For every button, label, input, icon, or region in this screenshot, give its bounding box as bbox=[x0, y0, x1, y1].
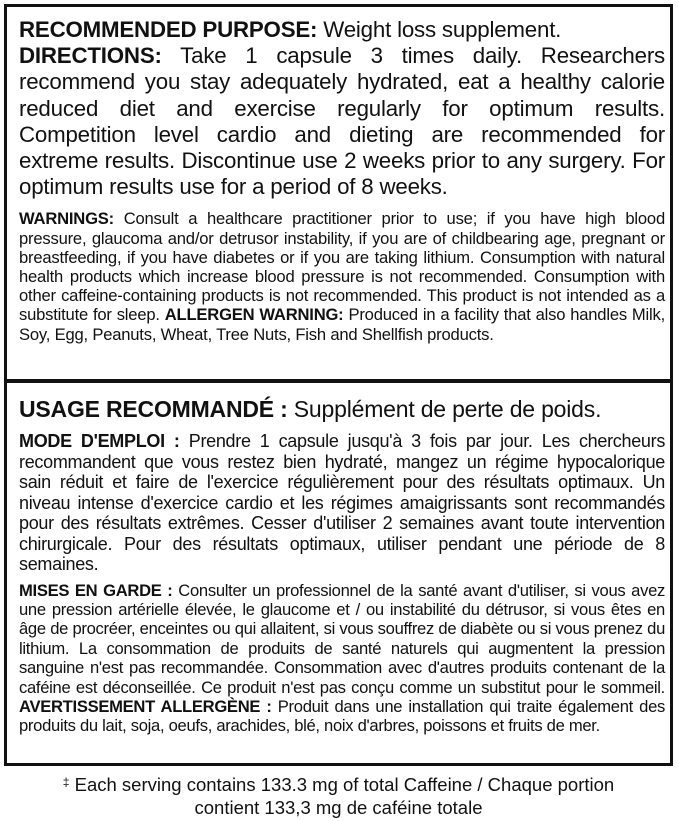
caffeine-footnote bbox=[4, 771, 673, 819]
allergene-text: Produit dans une installation qui traite également des produits du lait, soja, oeufs, arachides, blé, noix d'arbres, poissons et fruits de mer. bbox=[19, 696, 665, 736]
footnote-line-1 bbox=[4, 771, 673, 796]
recommended-purpose bbox=[19, 17, 665, 43]
footnote-line1-text: Each serving contains 133.3 mg of total Caffeine / Chaque portion bbox=[74, 774, 615, 795]
mises-heading: MISES EN GARDE : bbox=[19, 580, 173, 600]
english-section bbox=[19, 17, 665, 344]
footnote-symbol: ‡ bbox=[62, 775, 70, 789]
usage-recommande bbox=[19, 395, 665, 423]
french-section bbox=[19, 395, 665, 736]
usage-heading: USAGE RECOMMANDÉ : bbox=[19, 396, 288, 422]
purpose-heading: RECOMMENDED PURPOSE: bbox=[19, 17, 318, 42]
directions bbox=[19, 43, 665, 200]
supplement-label-panel bbox=[4, 4, 673, 766]
mises-text: Consulter un professionnel de la santé avant d'utiliser, si vous avez une pression artérielle élevée, le glaucome et / ou instabilité du détrusor, si vous êtes en âge de procréer, enceintes ou qui allaitent, si vous souffrez de diabète ou si vous prenez du lithium. La consommation de produits de santé naturels qui augmentent la pression sanguine n'est pas recommandée. Consommation avec d'autres produits contenant de la caféine est déconseillée. Ce produit n'est pas conçu comme un substitut pour le sommeil. bbox=[19, 580, 666, 697]
mises-en-garde bbox=[19, 581, 665, 736]
allergen-text: Produced in a facility that also handles Milk, Soy, Egg, Peanuts, Wheat, Tree Nuts, Fish and Shellfish products. bbox=[19, 305, 666, 344]
usage-text: Supplément de perte de poids. bbox=[293, 396, 602, 422]
mode-heading: MODE D'EMPLOI : bbox=[19, 431, 180, 451]
footnote-line-2: contient 133,3 mg de caféine totale bbox=[194, 797, 483, 818]
allergen-heading: ALLERGEN WARNING: bbox=[164, 305, 344, 325]
mode-d-emploi bbox=[19, 431, 665, 575]
directions-text: Take 1 capsule 3 times daily. Researchers recommend you stay adequately hydrated, eat a healthy calorie reduced diet and exercise regularly for optimum results. Competition level cardio and dieting are recommended for extreme results. Discontinue use 2 weeks prior to any surgery. For optimum results use for a period of 8 weeks. bbox=[19, 43, 665, 200]
allergene-heading: AVERTISSEMENT ALLERGÈNE : bbox=[19, 696, 272, 716]
warnings-text: Consult a healthcare practitioner prior to use; if you have high blood pressure, glaucoma and/or detrusor instability, if you are of childbearing age, pregnant or breastfeeding, if you have diabetes or if you are taking lithium. Consumption with natural health products which increase blood pressure is not recommended. Consumption with other caffeine-containing products is not recommended. This product is not intended as a substitute for sleep. bbox=[19, 209, 665, 325]
warnings bbox=[19, 209, 665, 343]
purpose-text: Weight loss supplement. bbox=[323, 17, 562, 42]
directions-heading: DIRECTIONS: bbox=[19, 43, 162, 69]
section-divider bbox=[7, 379, 670, 383]
warnings-heading: WARNINGS: bbox=[19, 209, 114, 229]
mode-text: Prendre 1 capsule jusqu'à 3 fois par jour. Les chercheurs recommandent que vous restez bien hydraté, mangez un régime hypocalorique sain réduit et faire de l'exercice régulièrement pour des résultats optimaux. Un niveau intense d'exercice cardio et les régimes amaigrissants sont recommandés pour des résultats extrêmes. Cesser d'utiliser 2 semaines avant toute intervention chirurgicale. Pour des résultats optimaux, utiliser pendant une période de 8 semaines. bbox=[19, 431, 666, 574]
